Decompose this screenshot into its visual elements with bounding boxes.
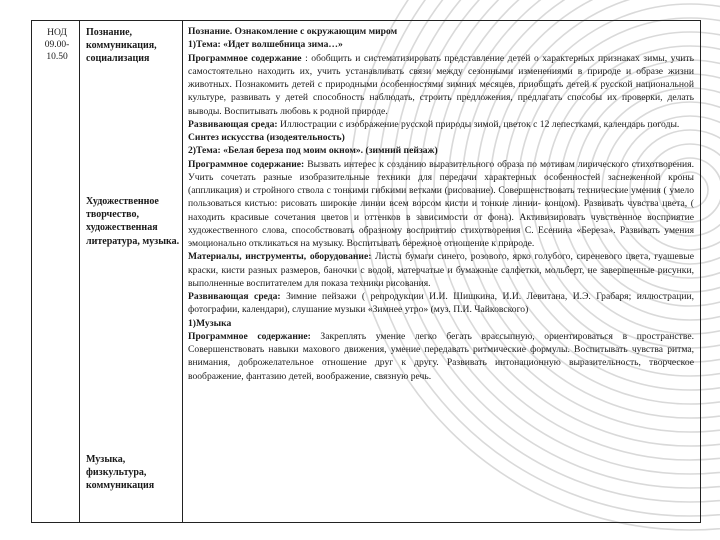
environment-text: Иллюстрации с изображение русской природы зимой, цветок с 12 лепестками, календарь погоды. [277,118,680,130]
plan-table [31,20,701,523]
time-cell [38,27,76,63]
materials-label: Материалы, инструменты, оборудование: [188,251,372,263]
program-content-label-3: Программное содержание: [188,330,311,342]
program-content-label: Программное содержание [188,52,302,64]
program-content-text-3: Закреплять умение легко бегать врассыпную, ориентироваться в пространстве. Совершенствовать навыки махового движения, умение передавать ритмические формулы. Воспитывать чувства ритма, внимания, доброжелательное отношение друг к другу. Развивать интонационную выразительность, творческое воображение, фантазию детей, воображение, связную речь. [188,330,695,382]
time-range: 09.00-10.50 [44,40,70,62]
educational-area-column [80,21,183,522]
music-heading: 1)Музыка [188,317,232,329]
time-column [32,21,80,522]
lesson-content [188,25,694,383]
materials-text: Листы бумаги синего, розового, ярко голубого, сиреневого цвета, гуашевые краски, кисти разных размеров, баночки с водой, матерчатые и бумажные салфетки, мольберт, не завершенные рисунки, выполненные воспитателем для показа техники рисования. [188,251,694,289]
time-label: НОД [47,28,67,38]
area-cognition: Познание, коммуникация, социализация [86,27,157,65]
environment-label: Развивающая среда: [188,118,278,130]
cognition-heading: Познание. Ознакомление с окружающим миром [188,26,398,37]
area-music: Музыка, физкультура, коммуникация [86,454,155,492]
environment-text-2: Зимние пейзажи ( репродукции И.И. Шишкина, И.И. Левитана, И.Э. Грабаря; иллюстрации, фотографии, календари), слушание музыки «Зимнее утро» (муз. П.И. Чайковского) [188,291,694,316]
theme-2: 2)Тема: «Белая береза под моим окном». (зимний пейзаж) [188,145,438,157]
environment-label-2: Развивающая среда: [188,291,281,302]
program-content-text-2: Вызвать интерес к созданию выразительного образа по мотивам лирического стихотворения. Учить сочетать разные изобразительные техники для передачи характерных особенностей заснеженной кроны (аппликация) и стройного ствола с тонкими гибкими ветками (рисование). Совершенствовать технические умения ( умело пользоваться кистью: рисовать широкие линии всем ворсом кисти и тонкие линии- концом). Развивать чувства цвета, ( находить красивые сочетания цветов и оттенков в зависимости от фона). Активизировать чувственное восприятие художественного слова, способствовать образному восприятию стихотворения С. Есенина «Береза». Развивать умения эмоционально откликаться на музыку. Воспитывать бережное отношение к природе. [188,158,694,249]
program-content-label-2: Программное содержание: [188,158,305,170]
program-content-text: : обобщить и систематизировать представление детей о характерных признаках зимы, учить самостоятельно находить их, учить устанавливать связи между сезонными изменениями в природе и образе жизни животных. Познакомить детей с природными особенностями зимних месяцев, приобщать детей к русской национальной культуре, развивать у детей способность наблюдать, строить предложения, предлагать способы их проверки, делать выводы. Воспитывать любовь к родной природе. [188,52,694,117]
theme-1: 1)Тема: «Идет волшебница зима…» [188,39,343,51]
area-art: Художественное творчество, художественная литература, музыка. [86,196,180,247]
art-synthesis-heading: Синтез искусства (изодеятельность) [188,132,345,143]
content-column [183,21,700,522]
